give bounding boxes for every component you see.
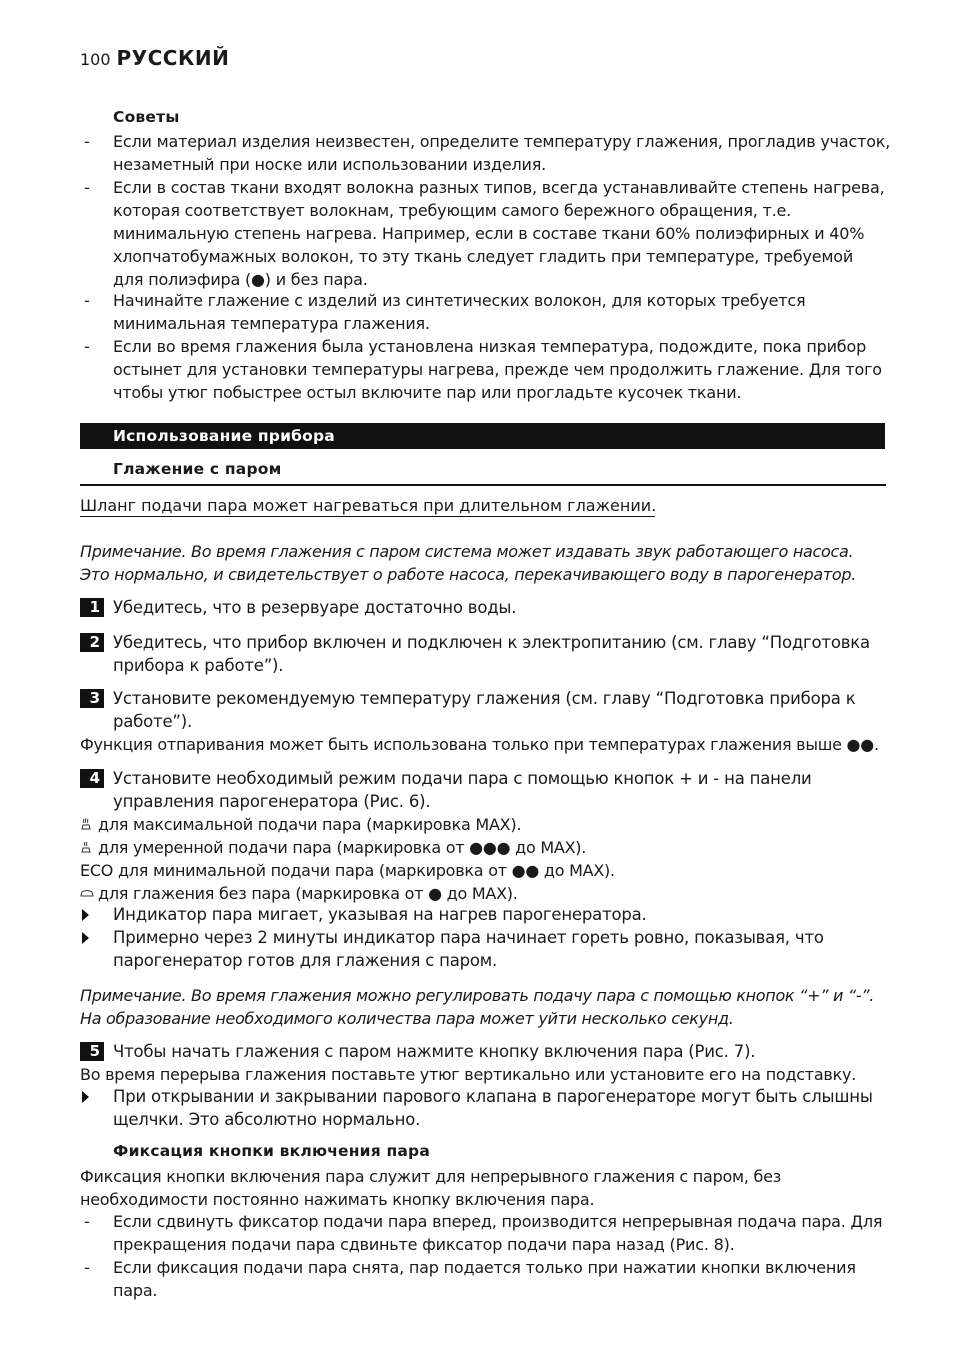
bullet-dash: - <box>84 337 90 356</box>
step-number: 2 <box>80 633 104 652</box>
bullet-dash: - <box>84 132 90 151</box>
subsection-title: Глажение с паром <box>113 460 282 478</box>
warning-underline <box>80 516 655 517</box>
step-text: Чтобы начать глажения с паром нажмите кнопку включения пара (Рис. 7). <box>113 1042 756 1061</box>
step-text: Установите рекомендуемую температуру глажения (см. главу “Подготовка прибора к работе”). <box>113 689 856 731</box>
bullet-dash: - <box>84 1212 90 1231</box>
tips-heading: Советы <box>113 108 180 126</box>
note-pump: Примечание. Во время глажения с паром система может издавать звук работающего насоса. Это нормально, и свидетельствует о работе насоса, перекачивающего воду в парогенератор. <box>80 542 857 584</box>
step-note: Функция отпаривания может быть использована только при температурах глажения выше ●●. <box>80 735 879 754</box>
result-text: Примерно через 2 минуты индикатор пара начинает гореть ровно, показывая, что парогенератор готов для глажения с паром. <box>113 928 824 970</box>
warning-text: Шланг подачи пара может нагреваться при длительном глажении. <box>80 496 657 515</box>
result-text: При открывании и закрывании парового клапана в парогенераторе могут быть слышны щелчки. Это абсолютно нормально. <box>113 1087 873 1129</box>
tip-item: Если в состав ткани входят волокна разных типов, всегда устанавливайте степень нагрева, которая соответствует волокнам, требующим самого бережного обращения, т.е. минимальную степень нагрева. Например, если в составе ткани 60% полиэфирных и 40% хлопчатобумажных волокон, то эту ткань следует гладить при температуре, требуемой для полиэфира (●) и без пара. <box>113 178 885 289</box>
steam-medium-icon <box>80 840 92 854</box>
no-steam-icon <box>80 886 92 900</box>
lock-item: Если фиксация подачи пара снята, пар подается только при нажатии кнопки включения пара. <box>113 1258 856 1300</box>
result-text: Индикатор пара мигает, указывая на нагрев парогенератора. <box>113 905 647 924</box>
lock-intro: Фиксация кнопки включения пара служит для непрерывного глажения с паром, без необходимости постоянно нажимать кнопку включения пара. <box>80 1167 781 1209</box>
steam-mode-medium: для умеренной подачи пара (маркировка от ●●● до MAX). <box>80 836 900 859</box>
steam-mode-none: для глажения без пара (маркировка от ● до MAX). <box>80 882 900 905</box>
page-number: 100 <box>80 50 111 69</box>
step-note: Во время перерыва глажения поставьте утюг вертикально или установите его на подставку. <box>80 1065 857 1084</box>
step-text: Убедитесь, что прибор включен и подключен к электропитанию (см. главу “Подготовка прибора к работе”). <box>113 633 870 675</box>
tip-item: Если материал изделия неизвестен, определите температуру глажения, прогладив участок, незаметный при носке или использовании изделия. <box>113 132 891 174</box>
step-number: 5 <box>80 1042 104 1061</box>
lock-item: Если сдвинуть фиксатор подачи пара вперед, производится непрерывная подача пара. Для прекращения подачи пара сдвиньте фиксатор подачи пара назад (Рис. 8). <box>113 1212 883 1254</box>
result-arrow-icon <box>82 1091 89 1103</box>
steam-mode-max: для максимальной подачи пара (маркировка MAX). <box>80 813 900 836</box>
bullet-dash: - <box>84 291 90 310</box>
note-steam-adjust: Примечание. Во время глажения можно регулировать подачу пара с помощью кнопок “+” и “-”. На образование необходимого количества пара может уйти несколько секунд. <box>80 986 875 1028</box>
steam-max-icon <box>80 817 92 831</box>
section-title-banner: Использование прибора <box>80 423 885 449</box>
steam-mode-eco: ECO для минимальной подачи пара (маркировка от ●● до MAX). <box>80 861 615 880</box>
step-text: Установите необходимый режим подачи пара с помощью кнопок + и - на панели управления парогенератора (Рис. 6). <box>113 769 812 811</box>
tip-item: Если во время глажения была установлена низкая температура, подождите, пока прибор остынет для установки температуры нагрева, прежде чем продолжить глажение. Для того чтобы утюг побыстрее остыл включите пар или прогладьте кусочек ткани. <box>113 337 882 402</box>
tip-item: Начинайте глажение с изделий из синтетических волокон, для которых требуется минимальная температура глажения. <box>113 291 806 333</box>
divider <box>80 484 886 486</box>
result-arrow-icon <box>82 909 89 921</box>
step-text: Убедитесь, что в резервуаре достаточно воды. <box>113 598 517 617</box>
eco-label: ECO <box>80 861 114 880</box>
step-number: 4 <box>80 769 104 788</box>
lock-heading: Фиксация кнопки включения пара <box>113 1142 431 1160</box>
bullet-dash: - <box>84 178 90 197</box>
step-number: 3 <box>80 689 104 708</box>
bullet-dash: - <box>84 1258 90 1277</box>
step-number: 1 <box>80 598 104 617</box>
page-header <box>80 46 229 70</box>
result-arrow-icon <box>82 932 89 944</box>
language-title: РУССКИЙ <box>116 46 230 70</box>
